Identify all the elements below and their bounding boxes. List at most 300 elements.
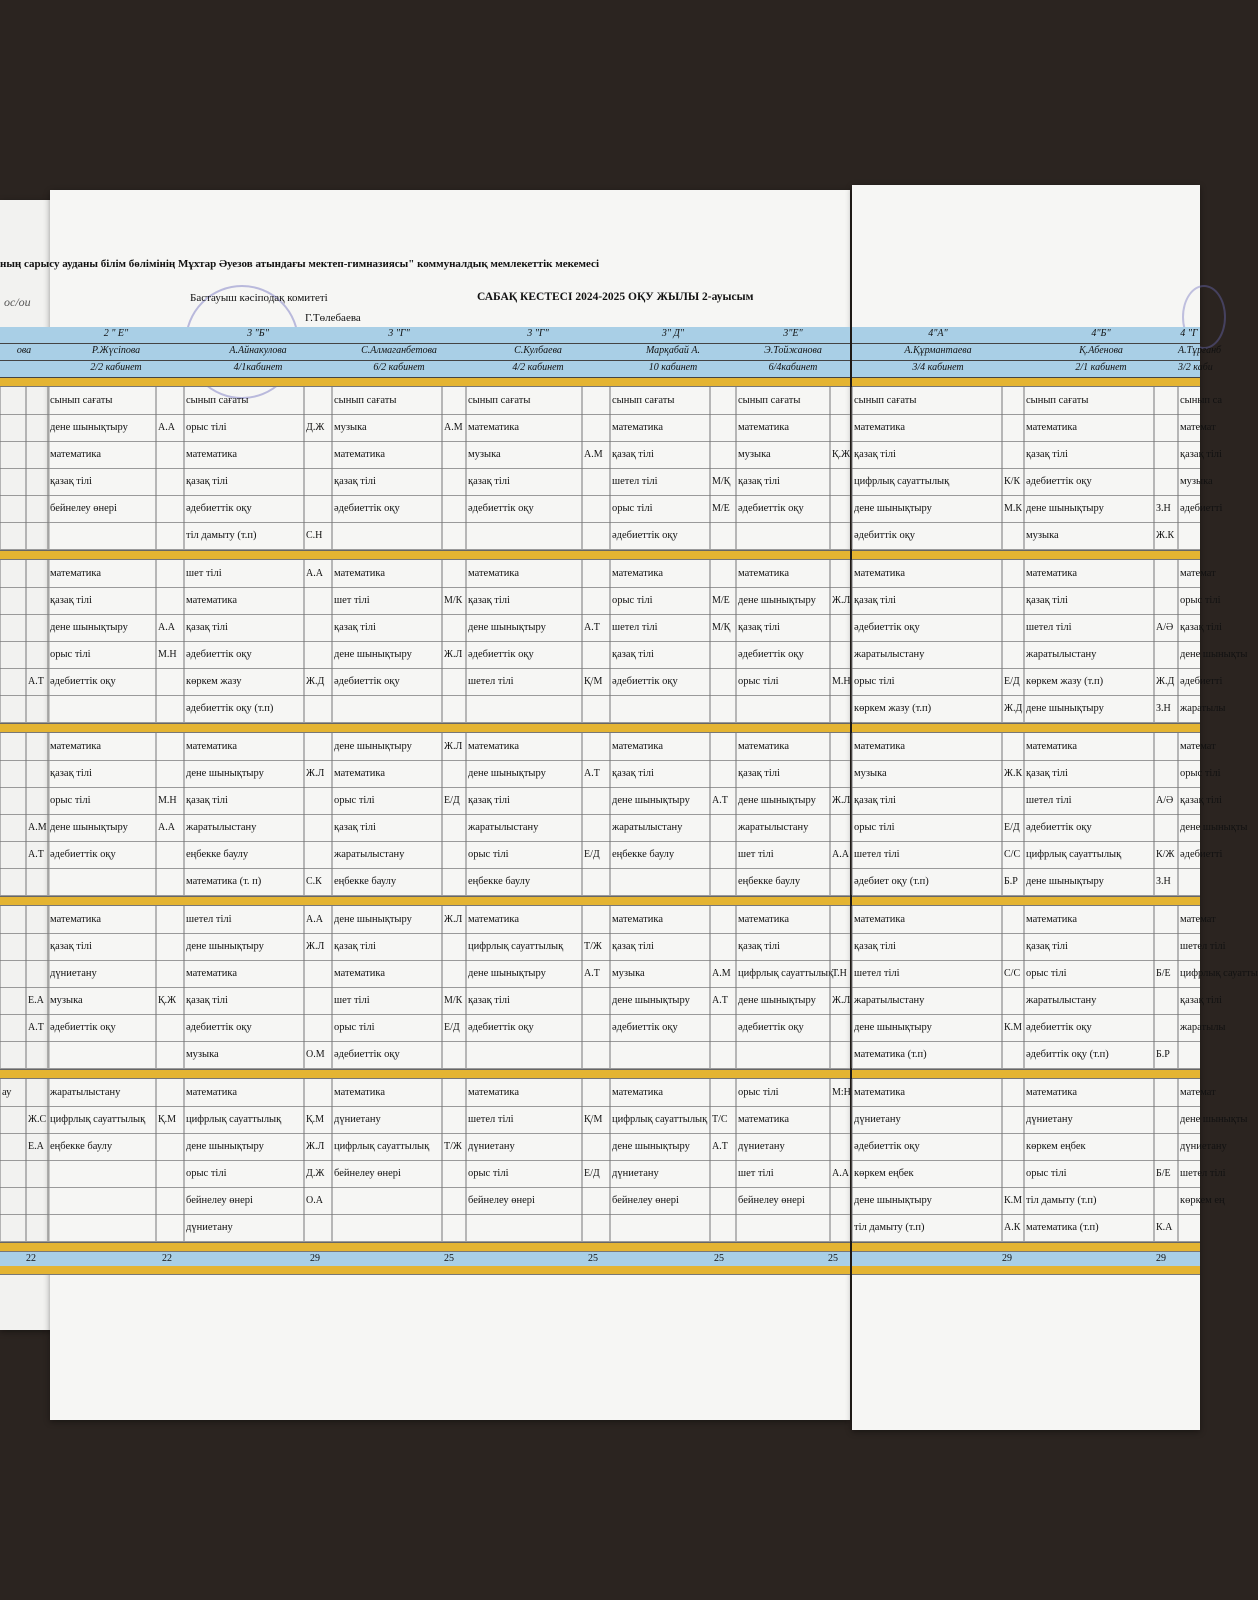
teacher-initials-cell bbox=[712, 1214, 735, 1241]
subject-cell: бейнелеу өнері bbox=[612, 1195, 679, 1206]
subject-cell: қазақ тілі bbox=[738, 768, 780, 779]
lesson-total: 25 bbox=[828, 1253, 838, 1264]
day-separator bbox=[0, 378, 850, 387]
subject-cell: математика bbox=[468, 568, 519, 579]
subject-cell: әдебиеттік оқу bbox=[612, 530, 678, 541]
teacher-initials-cell bbox=[158, 560, 183, 587]
teacher-initials-cell bbox=[306, 1214, 331, 1241]
teacher-initials-cell: А.А bbox=[158, 822, 175, 833]
subject-cell bbox=[2, 560, 25, 587]
subject-cell: цифрлық сауаттылық bbox=[1026, 849, 1122, 860]
subject-cell bbox=[2, 468, 25, 495]
teacher-initials-cell: М.Н bbox=[158, 795, 177, 806]
subject-cell: дене шынықтыру bbox=[612, 795, 690, 806]
subject-cell: орыс тілі bbox=[612, 503, 653, 514]
lesson-row bbox=[0, 1079, 850, 1107]
lesson-row bbox=[852, 495, 1223, 523]
teacher-initials-cell bbox=[28, 522, 47, 549]
teacher-initials-cell bbox=[1004, 414, 1023, 441]
subject-cell: математика bbox=[738, 422, 789, 433]
teacher-initials-cell: А.А bbox=[158, 622, 175, 633]
teacher-initials-cell bbox=[306, 733, 331, 760]
teacher-initials-cell bbox=[306, 787, 331, 814]
subject-cell bbox=[2, 960, 25, 987]
class-name: 3 "Б" bbox=[247, 328, 269, 339]
day-separator bbox=[0, 724, 850, 733]
subject-cell: сынып сағаты bbox=[738, 395, 801, 406]
lesson-row bbox=[0, 1160, 850, 1188]
subject-cell: орыс тілі bbox=[854, 676, 895, 687]
subject-cell: қазақ тілі bbox=[334, 822, 376, 833]
subject-cell: қазақ тілі bbox=[50, 595, 92, 606]
teacher-initials-cell: М/Қ bbox=[712, 476, 731, 487]
subject-cell: дүниетану bbox=[186, 1222, 233, 1233]
teacher-initials-cell bbox=[584, 733, 609, 760]
subject-cell bbox=[2, 987, 25, 1014]
subject-cell: әдебиеттік оқу bbox=[468, 503, 534, 514]
teacher-initials-cell bbox=[832, 641, 849, 668]
lesson-row bbox=[852, 868, 1200, 896]
subject-cell bbox=[468, 1041, 581, 1068]
subject-cell: жаратылыстану bbox=[854, 995, 925, 1006]
teacher-initials-cell bbox=[28, 960, 47, 987]
teacher-initials-cell bbox=[712, 560, 735, 587]
subject-cell: жаратылыстану bbox=[1026, 995, 1097, 1006]
subject-cell bbox=[334, 522, 441, 549]
lesson-row bbox=[0, 495, 850, 523]
subject-cell: әдебиеттік оқу bbox=[738, 503, 804, 514]
teacher-initials-cell bbox=[1004, 1133, 1023, 1160]
teacher-initials-cell bbox=[832, 560, 849, 587]
teacher-initials-cell bbox=[832, 1187, 849, 1214]
day-block bbox=[0, 906, 850, 1070]
teacher-initials-cell bbox=[28, 868, 47, 895]
subject-cell: цифрлық сауаттылық bbox=[334, 1141, 430, 1152]
teacher-initials-cell bbox=[1156, 641, 1177, 668]
subject-cell: математ bbox=[1180, 568, 1216, 579]
teacher-initials-cell: С/С bbox=[1004, 968, 1021, 979]
subject-cell: математика bbox=[738, 568, 789, 579]
subject-cell bbox=[1180, 1214, 1199, 1241]
teacher-initials-cell: М/Қ bbox=[712, 622, 731, 633]
subject-cell bbox=[2, 1014, 25, 1041]
teacher-initials-cell: М:Н bbox=[832, 1087, 851, 1098]
teacher-initials-cell bbox=[1004, 522, 1023, 549]
teacher-initials-cell bbox=[1004, 933, 1023, 960]
institution-name: ның сарысу ауданы білім бөлімінің Мұхтар Әуезов атындағы мектеп-гимназиясы" коммуналдық мемлекеттік мекемесі bbox=[0, 258, 600, 270]
subject-cell: математика (т.п) bbox=[1026, 1222, 1099, 1233]
teacher-initials-cell: М/Е bbox=[712, 503, 730, 514]
teacher-initials-cell: Қ.М bbox=[158, 1114, 177, 1125]
teacher-initials-cell bbox=[584, 814, 609, 841]
subject-cell: математика bbox=[468, 741, 519, 752]
subject-cell: дене шынықтыру bbox=[186, 1141, 264, 1152]
subject-cell: дене шынықтыру bbox=[334, 649, 412, 660]
subject-cell: әдебиеттік оқу bbox=[468, 649, 534, 660]
subject-cell bbox=[2, 733, 25, 760]
lesson-row bbox=[852, 560, 1216, 588]
teacher-initials-cell bbox=[444, 441, 465, 468]
subject-cell: тіл дамыту (т.п) bbox=[186, 530, 257, 541]
teacher-initials-cell: Ж.Л bbox=[306, 1141, 325, 1152]
subject-cell: әдебиеттік оқу bbox=[186, 1022, 252, 1033]
class-teacher: А.Құрмантаева bbox=[904, 345, 972, 356]
subject-cell bbox=[2, 1160, 25, 1187]
subject-cell: орыс тілі bbox=[1026, 968, 1067, 979]
lesson-row bbox=[0, 1133, 850, 1161]
day-block bbox=[852, 1079, 1248, 1243]
teacher-initials-cell: К.М bbox=[1004, 1195, 1023, 1206]
teacher-initials-cell: А.А bbox=[158, 422, 175, 433]
lesson-row bbox=[852, 1079, 1216, 1107]
subject-cell: дене шынықтыру bbox=[1026, 503, 1104, 514]
teacher-initials-cell bbox=[28, 495, 47, 522]
class-teacher: С.Алмаганбетова bbox=[361, 345, 437, 356]
subject-cell: дене шынықтыру bbox=[186, 768, 264, 779]
subject-cell: музыка bbox=[468, 449, 501, 460]
subject-cell: көркем еңбек bbox=[1026, 1141, 1086, 1152]
class-name: 4 "Г bbox=[1180, 328, 1198, 339]
teacher-initials-cell bbox=[444, 387, 465, 414]
teacher-initials-cell bbox=[306, 441, 331, 468]
teacher-initials-cell bbox=[1004, 987, 1023, 1014]
teacher-initials-cell bbox=[158, 1160, 183, 1187]
teacher-initials-cell: А.Т bbox=[712, 795, 728, 806]
subject-cell: дүниетану bbox=[1026, 1114, 1073, 1125]
subject-cell: орыс тілі bbox=[186, 422, 227, 433]
lesson-row bbox=[852, 1041, 1200, 1069]
subject-cell: қазақ тілі bbox=[1026, 768, 1068, 779]
subject-cell: орыс тілі bbox=[612, 595, 653, 606]
subject-cell: қазақ тілі bbox=[1026, 449, 1068, 460]
subject-cell: көркем жазу (т.п) bbox=[1026, 676, 1104, 687]
lesson-row bbox=[0, 1041, 850, 1069]
subject-cell: еңбекке баулу bbox=[334, 876, 397, 887]
lesson-row bbox=[0, 933, 850, 961]
subject-cell: әдебиет оқу (т.п) bbox=[854, 876, 929, 887]
teacher-initials-cell: М.К bbox=[1004, 503, 1023, 514]
margin-scribble: ос/ои bbox=[4, 295, 31, 309]
subject-cell: сынып сағаты bbox=[854, 395, 917, 406]
teacher-initials-cell bbox=[158, 522, 183, 549]
lesson-row bbox=[852, 733, 1216, 761]
subject-cell bbox=[2, 1214, 25, 1241]
subject-cell: қазақ тілі bbox=[186, 476, 228, 487]
day-separator bbox=[852, 1243, 1200, 1252]
teacher-initials-cell: А.Т bbox=[712, 1141, 728, 1152]
subject-cell: сынып сағаты bbox=[186, 395, 249, 406]
lesson-row bbox=[852, 668, 1223, 696]
subject-cell: қазақ тілі bbox=[854, 795, 896, 806]
teacher-initials-cell bbox=[444, 1106, 465, 1133]
teacher-initials-cell: Ж.Л bbox=[832, 795, 851, 806]
teacher-initials-cell: А.Т bbox=[712, 995, 728, 1006]
teacher-initials-cell bbox=[158, 695, 183, 722]
subject-cell: бейнелеу өнері bbox=[50, 503, 117, 514]
teacher-initials-cell bbox=[306, 641, 331, 668]
teacher-initials-cell bbox=[306, 841, 331, 868]
teacher-initials-cell: Т/С bbox=[712, 1114, 728, 1125]
day-block bbox=[0, 733, 850, 897]
teacher-initials-cell bbox=[158, 387, 183, 414]
teacher-initials-cell: Ж.К bbox=[1004, 768, 1023, 779]
teacher-initials-cell: А.А bbox=[832, 849, 849, 860]
subject-cell: жаратылыстану bbox=[50, 1087, 121, 1098]
teacher-initials-cell bbox=[306, 814, 331, 841]
teacher-initials-cell bbox=[832, 522, 849, 549]
teacher-initials-cell bbox=[1156, 814, 1177, 841]
subject-cell: математика bbox=[612, 914, 663, 925]
subject-cell: дене шынықты bbox=[1180, 649, 1248, 660]
subject-cell: әдебиттік оқу (т.п) bbox=[1026, 1049, 1109, 1060]
subject-cell: математика bbox=[854, 422, 905, 433]
subject-cell: математика bbox=[186, 449, 237, 460]
teacher-initials-cell bbox=[28, 733, 47, 760]
subject-cell: әдебиетті bbox=[1180, 849, 1223, 860]
teacher-initials-cell: М.Н bbox=[832, 676, 851, 687]
teacher-initials-cell bbox=[444, 695, 465, 722]
subject-cell: дене шынықтыру bbox=[334, 914, 412, 925]
class-teacher: Э.Тойжанова bbox=[764, 345, 822, 356]
committee-label: Бастауыш кәсіподақ комитеті bbox=[190, 292, 328, 304]
subject-cell: орыс тілі bbox=[738, 1087, 779, 1098]
subject-cell bbox=[2, 814, 25, 841]
teacher-initials-cell bbox=[158, 906, 183, 933]
subject-cell bbox=[1180, 1041, 1199, 1068]
teacher-initials-cell bbox=[1156, 1014, 1177, 1041]
teacher-initials-cell bbox=[832, 760, 849, 787]
lesson-row bbox=[852, 695, 1226, 723]
subject-cell: әдебиеттік оқу bbox=[50, 676, 116, 687]
subject-cell bbox=[2, 387, 25, 414]
teacher-initials-cell bbox=[584, 868, 609, 895]
subject-cell bbox=[2, 522, 25, 549]
subject-cell: математика (т.п) bbox=[854, 1049, 927, 1060]
teacher-initials-cell bbox=[584, 1133, 609, 1160]
subject-cell: орыс тілі bbox=[854, 822, 895, 833]
teacher-initials-cell: А.А bbox=[306, 568, 323, 579]
subject-cell: цифрлық сауатты bbox=[1180, 968, 1258, 979]
subject-cell: шет тілі bbox=[334, 995, 370, 1006]
subject-cell: қазақ тілі bbox=[1180, 995, 1222, 1006]
class-name: 3"Е" bbox=[783, 328, 803, 339]
subject-cell: математика bbox=[468, 914, 519, 925]
teacher-initials-cell bbox=[1156, 414, 1177, 441]
subject-cell: бейнелеу өнері bbox=[738, 1195, 805, 1206]
lesson-row bbox=[852, 387, 1223, 415]
subject-cell: әдебиеттік оқу bbox=[612, 676, 678, 687]
subject-cell: әдебиетті bbox=[1180, 503, 1223, 514]
subject-cell: әдебиеттік оқу bbox=[468, 1022, 534, 1033]
subject-cell: дүниетану bbox=[468, 1141, 515, 1152]
subject-cell: көркем ең bbox=[1180, 1195, 1225, 1206]
teacher-initials-cell: Е/Д bbox=[1004, 676, 1020, 687]
subject-cell: шетел тілі bbox=[1180, 941, 1226, 952]
teacher-initials-cell bbox=[28, 587, 47, 614]
teacher-initials-cell: Т/Ж bbox=[584, 941, 602, 952]
subject-cell: математика bbox=[738, 741, 789, 752]
subject-cell: әдебиеттік оқу bbox=[334, 1049, 400, 1060]
subject-cell: жаратылыстану bbox=[1026, 649, 1097, 660]
teacher-initials-cell: Е/Д bbox=[444, 1022, 460, 1033]
teacher-initials-cell bbox=[584, 787, 609, 814]
subject-cell: бейнелеу өнері bbox=[186, 1195, 253, 1206]
teacher-initials-cell: Б.Р bbox=[1156, 1049, 1170, 1060]
subject-cell bbox=[2, 441, 25, 468]
teacher-initials-cell: К/Ж bbox=[1156, 849, 1175, 860]
teacher-initials-cell: А.Т bbox=[28, 849, 44, 860]
teacher-initials-cell bbox=[1156, 733, 1177, 760]
subject-cell bbox=[2, 1187, 25, 1214]
day-block bbox=[852, 387, 1223, 551]
teacher-initials-cell: Қ.Ж bbox=[158, 995, 177, 1006]
subject-cell bbox=[2, 1133, 25, 1160]
day-block bbox=[0, 560, 850, 724]
teacher-initials-cell: К.М bbox=[1004, 1022, 1023, 1033]
teacher-initials-cell bbox=[712, 441, 735, 468]
lesson-row bbox=[0, 387, 850, 415]
subject-cell: математика bbox=[738, 914, 789, 925]
lesson-row bbox=[852, 441, 1222, 469]
teacher-initials-cell bbox=[158, 960, 183, 987]
subject-cell: әдебиеттік оқу bbox=[50, 1022, 116, 1033]
teacher-initials-cell: Е/Д bbox=[1004, 822, 1020, 833]
day-separator bbox=[852, 1266, 1200, 1275]
teacher-initials-cell: М/Е bbox=[712, 595, 730, 606]
lesson-row bbox=[0, 641, 850, 669]
subject-cell: музыка bbox=[1180, 476, 1213, 487]
subject-cell bbox=[2, 495, 25, 522]
subject-cell: шетел тілі bbox=[854, 849, 900, 860]
subject-cell: әдебиеттік оқу bbox=[738, 649, 804, 660]
teacher-initials-cell: З.Н bbox=[1156, 876, 1171, 887]
teacher-initials-cell: А.М bbox=[584, 449, 603, 460]
subject-cell: музыка bbox=[1026, 530, 1059, 541]
teacher-initials-cell bbox=[1156, 987, 1177, 1014]
teacher-initials-cell: А.М bbox=[712, 968, 731, 979]
teacher-initials-cell bbox=[28, 614, 47, 641]
subject-cell bbox=[50, 1041, 155, 1068]
subject-cell: дене шынықтыру bbox=[612, 1141, 690, 1152]
subject-cell: тіл дамыту (т.п) bbox=[854, 1222, 925, 1233]
lesson-row bbox=[852, 814, 1248, 842]
teacher-initials-cell: А.М bbox=[28, 822, 47, 833]
teacher-initials-cell bbox=[1004, 1079, 1023, 1106]
subject-cell: математика bbox=[854, 1087, 905, 1098]
subject-cell: әдебиттік оқу bbox=[854, 530, 916, 541]
subject-cell bbox=[2, 1041, 25, 1068]
subject-cell: қазақ тілі bbox=[50, 941, 92, 952]
lesson-row bbox=[0, 987, 850, 1015]
teacher-initials-cell bbox=[28, 906, 47, 933]
subject-cell: шетел тілі bbox=[186, 914, 232, 925]
subject-cell: сынып сағаты bbox=[1026, 395, 1089, 406]
lesson-row bbox=[852, 841, 1223, 869]
teacher-initials-cell bbox=[832, 1014, 849, 1041]
subject-cell: қазақ тілі bbox=[1026, 941, 1068, 952]
teacher-initials-cell: Б/Е bbox=[1156, 1168, 1171, 1179]
subject-cell: орыс тілі bbox=[334, 795, 375, 806]
subject-cell bbox=[738, 695, 829, 722]
teacher-initials-cell bbox=[712, 760, 735, 787]
subject-cell bbox=[612, 695, 709, 722]
teacher-initials-cell bbox=[444, 495, 465, 522]
subject-cell: орыс тілі bbox=[1026, 1168, 1067, 1179]
subject-cell: шетел тілі bbox=[612, 476, 658, 487]
header-row-room bbox=[852, 361, 1213, 378]
subject-cell: шет тілі bbox=[186, 568, 222, 579]
teacher-initials-cell bbox=[712, 522, 735, 549]
subject-cell: орыс тілі bbox=[334, 1022, 375, 1033]
teacher-initials-cell bbox=[584, 1041, 609, 1068]
subject-cell bbox=[50, 695, 155, 722]
teacher-initials-cell bbox=[832, 387, 849, 414]
teacher-initials-cell bbox=[28, 441, 47, 468]
subject-cell: орыс тілі bbox=[468, 849, 509, 860]
lesson-row bbox=[852, 760, 1221, 788]
subject-cell: математика bbox=[186, 595, 237, 606]
teacher-initials-cell bbox=[584, 522, 609, 549]
subject-cell: еңбекке баулу bbox=[612, 849, 675, 860]
subject-cell: еңбекке баулу bbox=[738, 876, 801, 887]
teacher-initials-cell bbox=[158, 760, 183, 787]
teacher-initials-cell bbox=[1004, 1041, 1023, 1068]
subject-cell: жаратылыстану bbox=[612, 822, 683, 833]
class-teacher: Қ.Абенова bbox=[1079, 345, 1123, 356]
subject-cell bbox=[334, 1214, 441, 1241]
teacher-initials-cell bbox=[832, 906, 849, 933]
teacher-initials-cell bbox=[444, 814, 465, 841]
teacher-initials-cell: А/Ә bbox=[1156, 795, 1174, 806]
teacher-initials-cell bbox=[584, 1079, 609, 1106]
teacher-initials-cell bbox=[1156, 468, 1177, 495]
subject-cell: көркем еңбек bbox=[854, 1168, 914, 1179]
day-separator bbox=[852, 897, 1200, 906]
teacher-initials-cell: А.Т bbox=[28, 1022, 44, 1033]
subject-cell: дене шынықтыру bbox=[186, 941, 264, 952]
subject-cell bbox=[2, 933, 25, 960]
teacher-initials-cell: А.А bbox=[306, 914, 323, 925]
teacher-initials-cell bbox=[306, 387, 331, 414]
day-block bbox=[852, 906, 1258, 1070]
teacher-initials-cell bbox=[832, 1041, 849, 1068]
lesson-row bbox=[852, 906, 1216, 934]
teacher-initials-cell: А.Т bbox=[584, 622, 600, 633]
subject-cell: шетел тілі bbox=[612, 622, 658, 633]
subject-cell: математ bbox=[1180, 741, 1216, 752]
teacher-initials-cell bbox=[1156, 1079, 1177, 1106]
day-separator bbox=[852, 724, 1200, 733]
day-block bbox=[0, 387, 850, 551]
lesson-row bbox=[0, 760, 850, 788]
teacher-initials-cell bbox=[832, 933, 849, 960]
subject-cell: бейнелеу өнері bbox=[334, 1168, 401, 1179]
teacher-initials-cell bbox=[306, 1079, 331, 1106]
schedule-grid-right bbox=[852, 327, 1258, 1275]
subject-cell: дүниетану bbox=[334, 1114, 381, 1125]
teacher-initials-cell: Ж.Л bbox=[444, 741, 463, 752]
subject-cell: жаратылы bbox=[1180, 703, 1226, 714]
day-separator bbox=[0, 1243, 850, 1252]
teacher-initials-cell: К/К bbox=[1004, 476, 1021, 487]
class-teacher: С.Кулбаева bbox=[514, 345, 562, 356]
subject-cell bbox=[468, 695, 581, 722]
subject-cell: әдебиеттік оқу bbox=[334, 503, 400, 514]
lesson-row bbox=[0, 1014, 850, 1042]
teacher-initials-cell bbox=[1004, 787, 1023, 814]
teacher-initials-cell bbox=[1156, 933, 1177, 960]
subject-cell: шетел тілі bbox=[468, 1114, 514, 1125]
